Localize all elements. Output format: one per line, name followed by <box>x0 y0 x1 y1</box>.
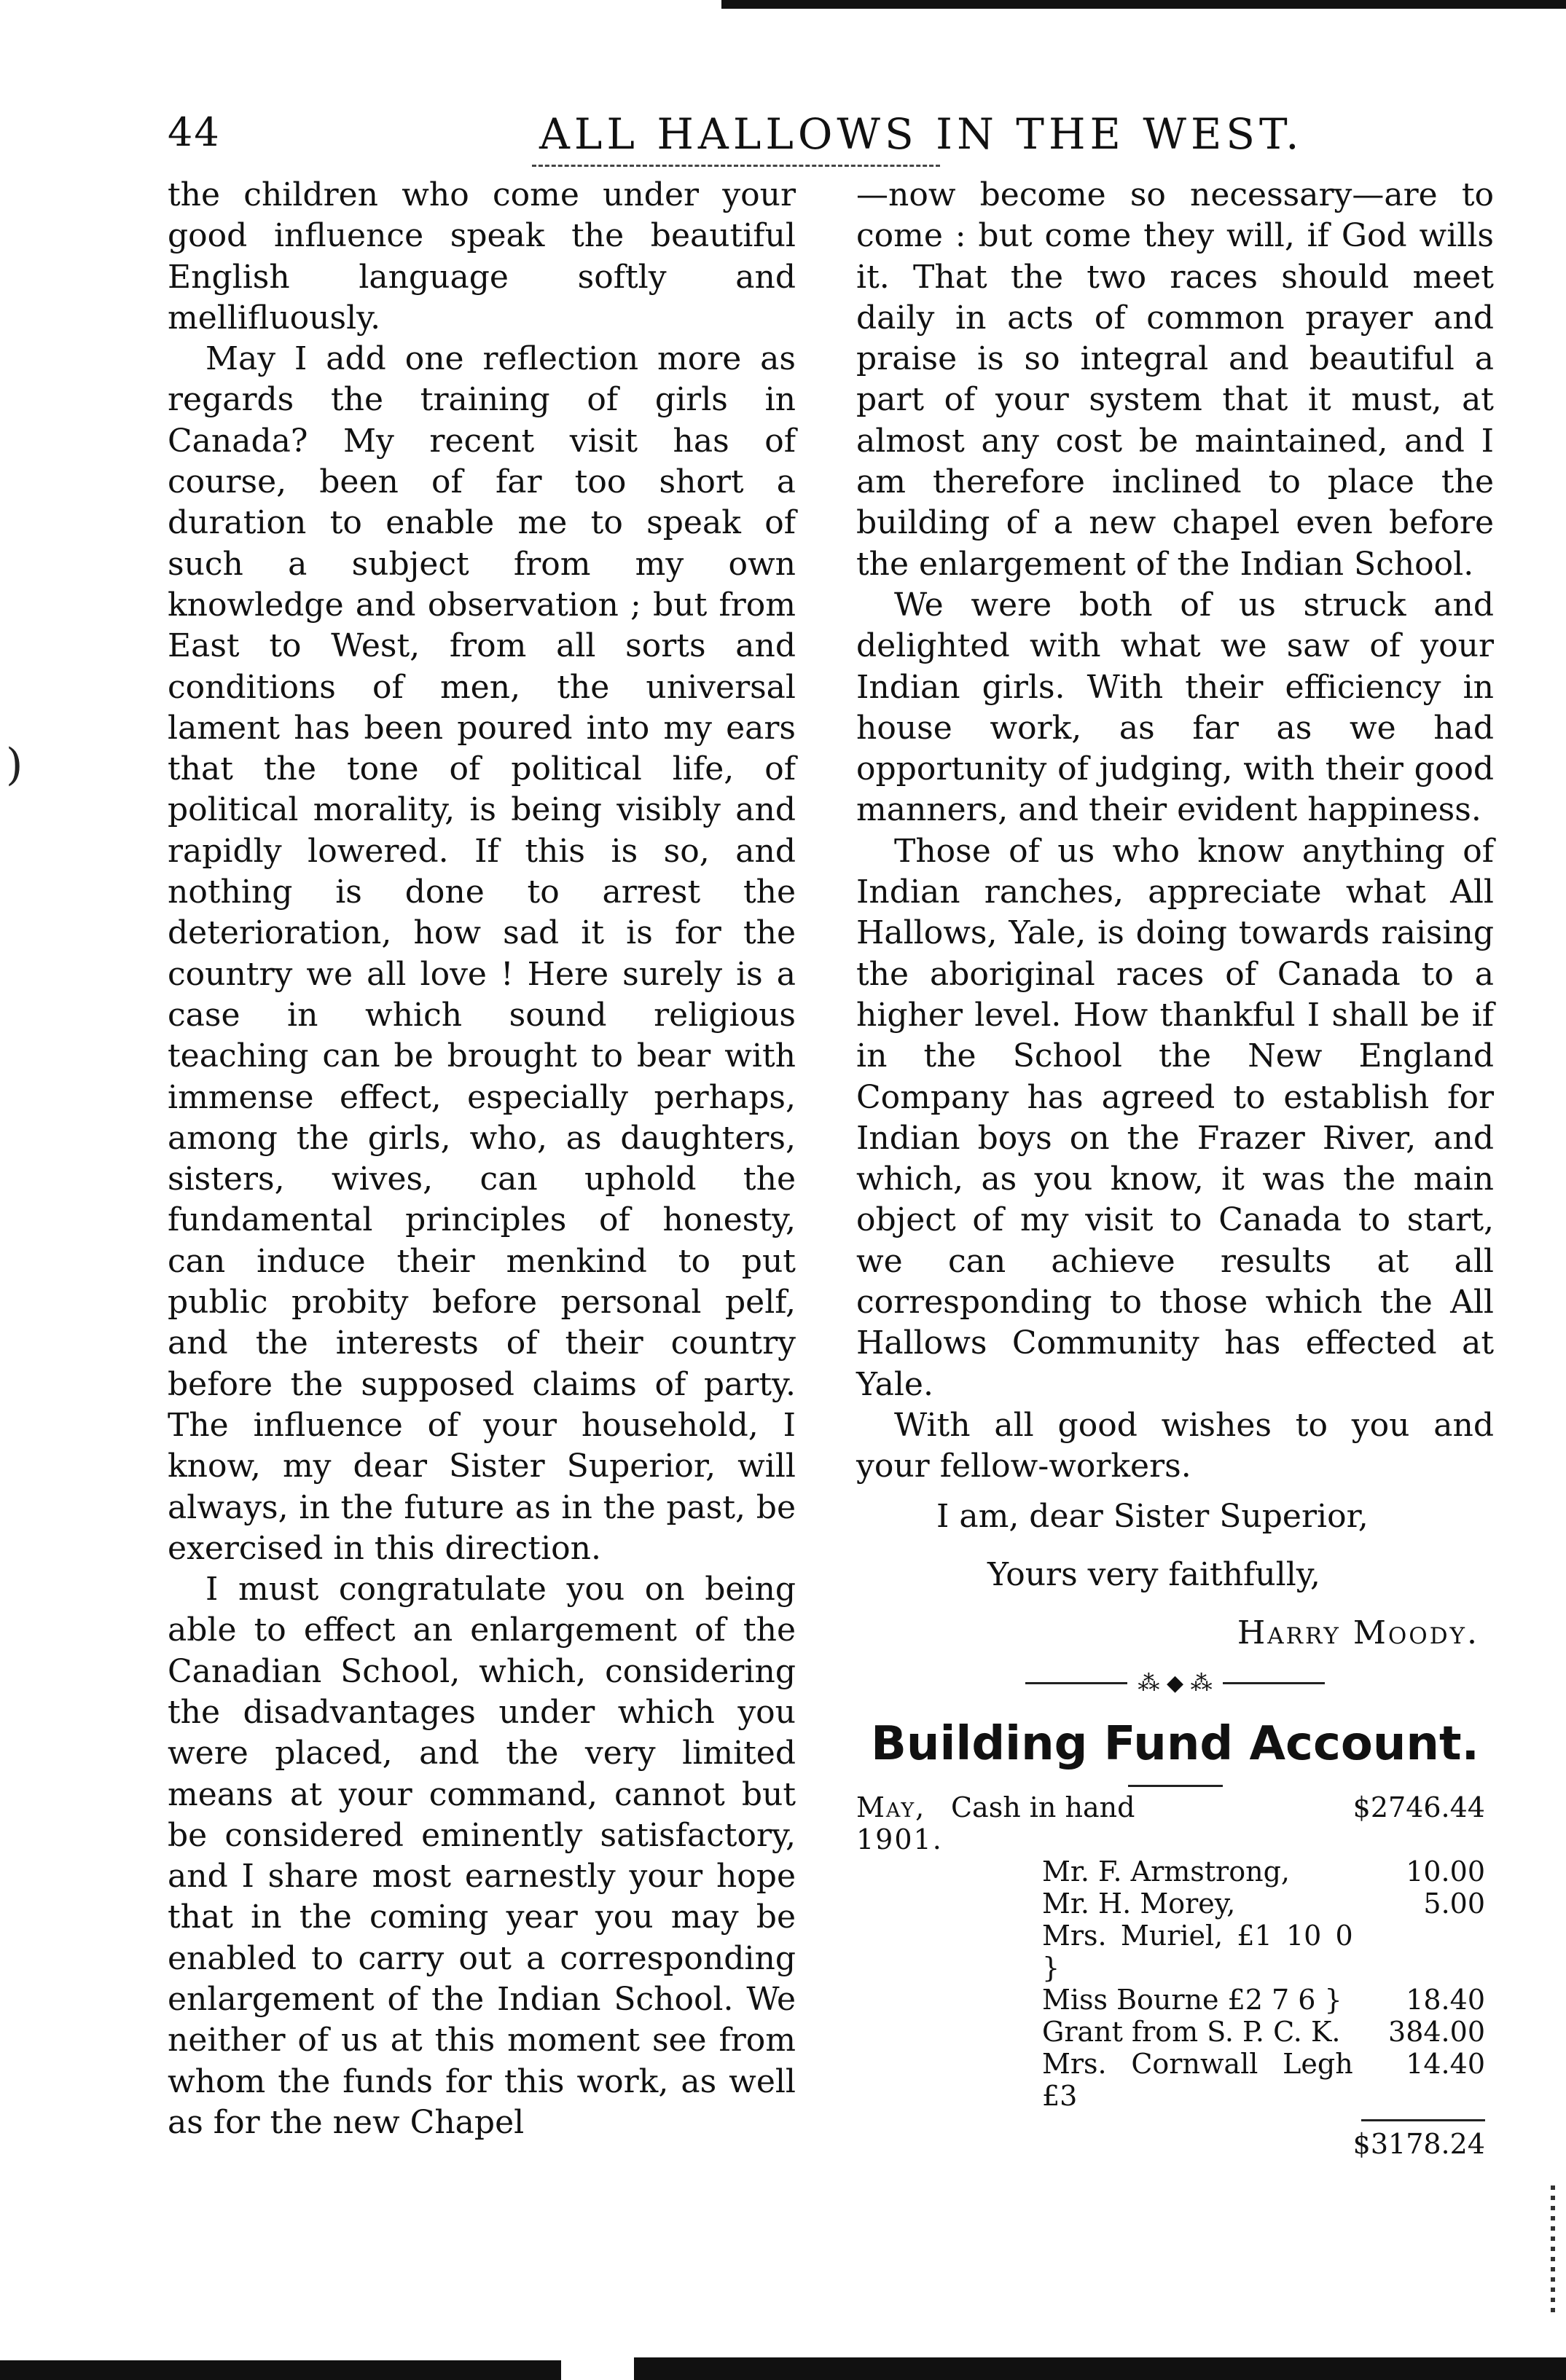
ledger-label: Cash in hand <box>950 1791 1135 1823</box>
building-fund-ledger <box>856 1791 1494 2112</box>
letter-closing <box>856 1488 1494 1662</box>
ledger-amount <box>1353 1920 1494 1984</box>
ledger-amount: $2746.44 <box>1352 1791 1485 1823</box>
paragraph: With all good wishes to you and your fellow-workers. <box>856 1406 1494 1485</box>
title-underline <box>1128 1785 1223 1787</box>
ledger-row <box>856 2048 1494 2112</box>
bottom-border-rule-right <box>634 2357 1566 2380</box>
salutation: I am, dear Sister Superior, <box>936 1497 1369 1535</box>
ledger-amount: 384.00 <box>1388 2015 1485 2048</box>
building-fund-title: Building Fund Account. <box>871 1716 1479 1771</box>
ledger-amount: 14.40 <box>1406 2047 1485 2080</box>
ledger-row <box>856 1984 1494 2016</box>
ledger-label: Mr. F. Armstrong, <box>1041 1855 1290 1888</box>
paragraph: May I add one reflection more as regards the training of girls in Canada? My recent visit has of course, been of far too short a duration to enable me to speak of such a subject from my own knowledge and observation ; but from East to West, from all sorts and conditions of men, the universal lament has been poured into my ears that the tone of political life, of political morality, is being visibly and rapidly lowered. If this is so, and nothing is done to arrest the deterioration, how sad it is for the country we all love ! Here surely is a case in which sound religious teaching can be brought to bear with immense effect, especially perhaps, among the girls, who, as daughters, sisters, wives, can uphold the fundamental principles of honesty, can induce their menkind to put public probity before personal pelf, and the interests of their country before the supposed claims of party. The influence of your household, I know, my dear Sister Superior, will always, in the future as in the past, be exercised in this direction. <box>168 340 796 1567</box>
ledger-label: Mrs. Cornwall Legh £3 <box>1041 2047 1353 2112</box>
signature: Harry Moody. <box>1237 1614 1479 1652</box>
ledger-row <box>856 1855 1494 1888</box>
ornament-rule-right <box>1223 1682 1325 1684</box>
paragraph: —now become so necessary—are to come : but come they will, if God wills it. That the two races should meet daily in acts of common prayer and praise is so integral and beautiful a part of your system that it must, at almost any cost be maintained, and I am therefore inclined to place the building of a new chapel even before the enlargement of the Indian School. <box>856 176 1494 583</box>
ledger-row <box>856 1920 1494 1984</box>
top-border-rule <box>721 0 1566 9</box>
bottom-border-rule-left <box>0 2360 561 2380</box>
header-dash-rule <box>532 165 940 167</box>
right-column <box>856 175 1494 2162</box>
section-ornament <box>856 1670 1494 1696</box>
ledger-date: May, 1901. <box>856 1791 943 1855</box>
ledger-label: Mr. H. Morey, <box>1041 1887 1236 1920</box>
paragraph: We were both of us struck and delighted with what we saw of your Indian girls. With their efficiency in house work, as far as we had opportunity of judging, with their good manners, and their evident happiness. <box>856 586 1494 829</box>
ledger-amount: 18.40 <box>1406 1983 1485 2016</box>
left-column <box>168 175 796 2143</box>
ledger-label: Grant from S. P. C. K. <box>1041 2015 1341 2048</box>
ledger-label: Mrs. Muriel, £1 10 0 } <box>1041 1919 1353 1984</box>
ledger-label: Miss Bourne £2 7 6 } <box>1041 1983 1342 2016</box>
ledger-row <box>856 1888 1494 1920</box>
paragraph: I must congratulate you on being able to effect an enlargement of the Canadian School, which, considering the disadvantages under which you were placed, and the very limited means at your command, cannot but be considered eminently satisfactory, and I share most earnestly your hope that in the coming year you may be enabled to carry out a corresponding enlargement of the Indian School. We neither of us at this moment see from whom the funds for this work, as well as for the new Chapel <box>168 1571 796 2141</box>
scan-edge-noise <box>1551 2185 1555 2317</box>
ornament-rule-left <box>1025 1682 1127 1684</box>
ornament-glyph: ⁂ ◆ ⁂ <box>1138 1670 1213 1696</box>
page-number: 44 <box>168 109 221 155</box>
valediction: Yours very faithfully, <box>987 1555 1320 1593</box>
ledger-amount: 10.00 <box>1406 1855 1485 1888</box>
running-title: ALL HALLOWS IN THE WEST. <box>539 109 1304 159</box>
total-rule <box>1361 2119 1485 2121</box>
paragraph: Those of us who know anything of Indian ranches, appreciate what All Hallows, Yale, is doing towards raising the aboriginal races of Canada to a higher level. How thankful I shall be if in the School the New England Company has agreed to establish for Indian boys on the Frazer River, and which, as you know, it was the main object of my visit to Canada to start, we can achieve results at all corresponding to those which the All Hallows Community has effected at Yale. <box>856 832 1494 1403</box>
ledger-row <box>856 1791 1494 1855</box>
ledger-total: $3178.24 <box>1352 2127 1485 2160</box>
ledger-row <box>856 2016 1494 2048</box>
paragraph: the children who come under your good influence speak the beautiful English language softly and mellifluously. <box>168 176 796 337</box>
margin-mark: ) <box>6 739 23 790</box>
page-header <box>168 109 1399 168</box>
ledger-amount: 5.00 <box>1423 1887 1485 1920</box>
